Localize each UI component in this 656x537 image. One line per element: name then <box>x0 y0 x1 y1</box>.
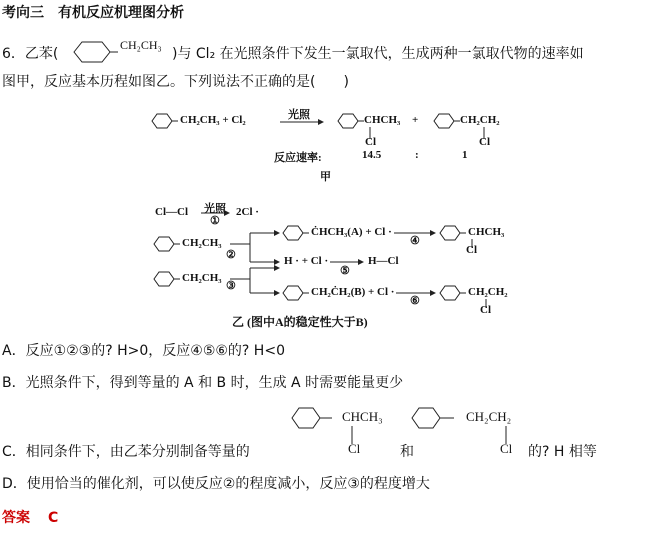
ethylbenzene-substituent: CH₂CH₃ <box>120 38 162 52</box>
figure-b-step3-num: ③ <box>226 280 236 292</box>
figure-b-step2-num: ② <box>226 249 236 261</box>
option-c-pre: C．相同条件下，由乙苯分别制备等量的 <box>2 444 250 460</box>
figure-b-mechanism <box>150 200 520 320</box>
figure-a-product2-cl: Cl <box>479 136 490 148</box>
figure-b-step4-num: ④ <box>410 235 420 247</box>
option-b: B．光照条件下，得到等量的 A 和 B 时，生成 A 时需要能量更少 <box>2 375 404 391</box>
figure-b-hcl: H—Cl <box>368 255 399 267</box>
figure-b-prod-a: CHCH₃ <box>468 226 505 238</box>
question-line1-post: )与 Cl₂ 在光照条件下发生一氯取代，生成两种一氯取代物的速率如 <box>172 46 584 62</box>
figure-a-condition: 光照 <box>288 109 310 121</box>
figure-b-step1-cond: 光照 <box>204 203 226 215</box>
figure-b-step1-num: ① <box>210 215 220 227</box>
figure-b-row2-sub: CH₂CH₃ <box>182 272 222 284</box>
figure-b-row1-sub: CH₂CH₃ <box>182 237 222 249</box>
option-c-and: 和 <box>400 444 414 460</box>
answer-label: 答案 <box>2 510 30 526</box>
option-c-mol2-cl: Cl <box>500 441 513 456</box>
figure-a-product1: CHCH₃ <box>364 114 401 126</box>
figure-b-prod-a-cl: Cl <box>466 244 477 256</box>
figure-b-prod-b: CH₂CH₂ <box>468 286 508 298</box>
figure-a-plus: + <box>412 114 419 126</box>
figure-b-prod-b-cl: Cl <box>480 304 491 316</box>
figure-b-step6-num: ⑥ <box>410 295 420 307</box>
question-line1-pre: 6．乙苯( <box>2 46 59 62</box>
figure-a-rate1: 14.5 <box>362 149 382 161</box>
figure-b-radical-b: CH₂ĊH₂(B) + Cl · <box>311 286 395 298</box>
option-a: A．反应①②③的? H>0，反应④⑤⑥的? H<0 <box>2 343 285 359</box>
section-title: 考向三 有机反应机理图分析 <box>2 5 184 21</box>
option-d: D．使用恰当的催化剂，可以使反应②的程度减小，反应③的程度增大 <box>2 476 430 492</box>
figure-a-product1-cl: Cl <box>365 136 376 148</box>
option-c-mol1-cl: Cl <box>348 441 361 456</box>
figure-b-step1-right: 2Cl · <box>236 206 259 218</box>
figure-b-middle: H · + Cl · <box>284 255 329 267</box>
figure-a-reactant: CH₂CH₃ + Cl₂ <box>180 114 246 126</box>
figure-b-step1-left: Cl—Cl <box>155 206 188 218</box>
option-c-mol2: CH₂CH₂ <box>466 409 512 424</box>
option-c-mol1: CHCH₃ <box>342 409 383 424</box>
figure-a-rate2: 1 <box>462 149 468 161</box>
answer-value: C <box>48 510 59 526</box>
figure-a-colon: : <box>415 149 419 161</box>
figure-a-rate-label: 反应速率: <box>274 152 322 164</box>
figure-b-radical-a: ĊHCH₃(A) + Cl · <box>311 226 392 238</box>
figure-a-product2: CH₂CH₂ <box>460 114 500 126</box>
question-line2: 图甲，反应基本历程如图乙。下列说法不正确的是( ) <box>2 74 349 90</box>
option-c-post: 的? H 相等 <box>528 444 597 460</box>
figure-a-caption: 甲 <box>320 171 331 183</box>
figure-b-caption: 乙 (图中A的稳定性大于B) <box>232 315 368 329</box>
figure-b-step5-num: ⑤ <box>340 265 350 277</box>
